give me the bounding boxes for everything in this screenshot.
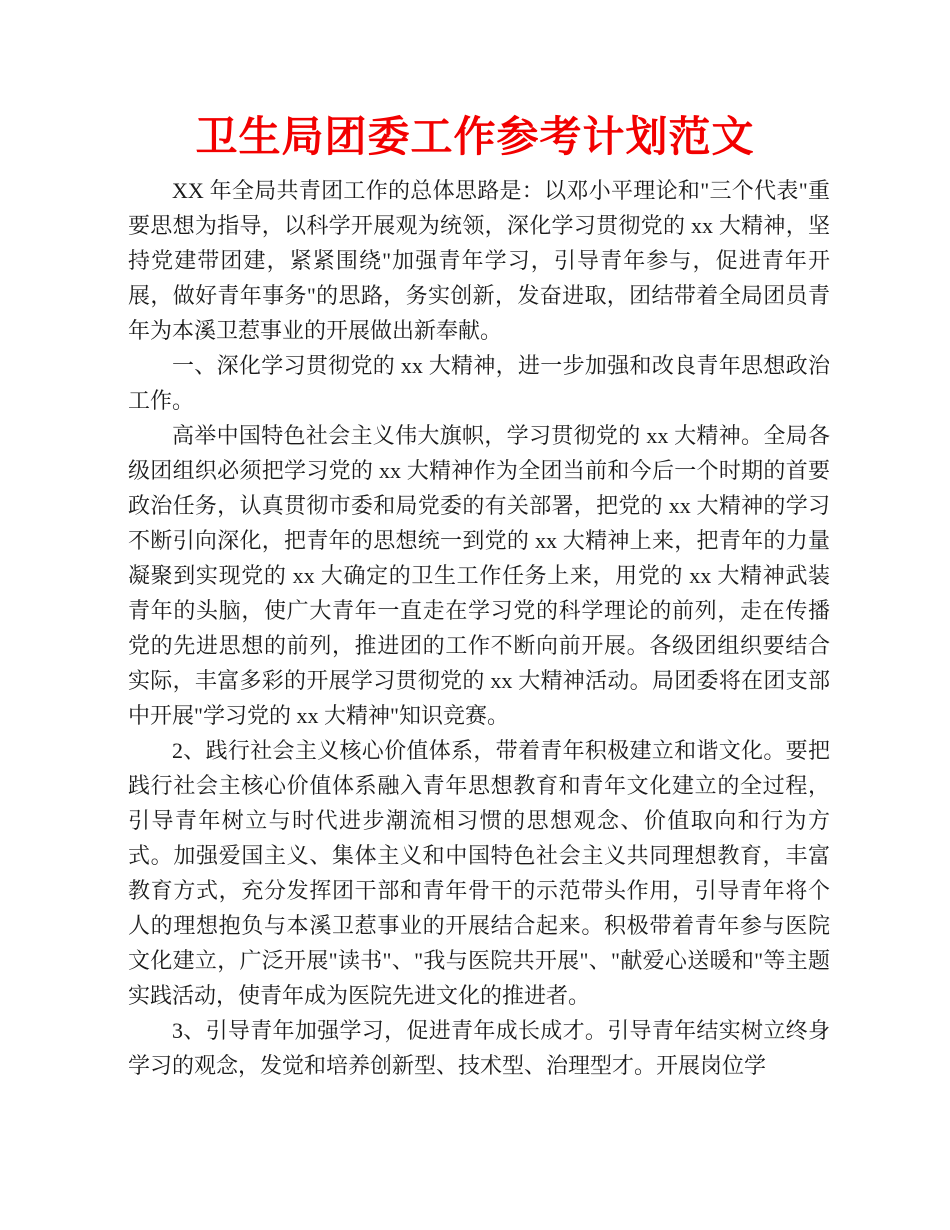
document-body bbox=[0, 173, 950, 1083]
document-title: 卫生局团委工作参考计划范文 bbox=[195, 113, 755, 160]
paragraph-overview: XX 年全局共青团工作的总体思路是：以邓小平理论和"三个代表"重要思想为指导，以科学开展观为统领，深化学习贯彻党的 xx 大精神，坚持党建带团建，紧紧围绕"加强青年学习，引导青年参与，促进青年开展，做好青年事务"的思路，务实创新，发奋进取，团结带着全局团员青年为本溪卫惹事业的开展做出新奉献。 bbox=[128, 178, 830, 343]
paragraph-section-1-item-3: 3、引导青年加强学习，促进青年成长成才。引导青年结实树立终身学习的观念，发觉和培养创新型、技术型、治理型才。开展岗位学 bbox=[128, 1018, 830, 1078]
paragraph-section-1-item-1: 高举中国特色社会主义伟大旗帜，学习贯彻党的 xx 大精神。全局各级团组织必须把学习党的 xx 大精神作为全团当前和今后一个时期的首要政治任务，认真贯彻市委和局党委的有关部署，把党的 xx 大精神的学习不断引向深化，把青年的思想统一到党的 xx 大精神上来，把青年的力量凝聚到实现党的 xx 大确定的卫生工作任务上来，用党的 xx 大精神武装青年的头脑，使广大青年一直走在学习党的科学理论的前列，走在传播党的先进思想的前列，推进团的工作不断向前开展。各级团组织要结合实际，丰富多彩的开展学习贯彻党的 xx 大精神活动。局团委将在团支部中开展"学习党的 xx 大精神"知识竞赛。 bbox=[128, 423, 830, 728]
paragraph-section-1-heading: 一、深化学习贯彻党的 xx 大精神，进一步加强和改良青年思想政治工作。 bbox=[128, 353, 830, 413]
paragraph-section-1-item-2: 2、践行社会主义核心价值体系，带着青年积极建立和谐文化。要把践行社会主核心价值体系融入青年思想教育和青年文化建立的全过程，引导青年树立与时代进步潮流相习惯的思想观念、价值取向和行为方式。加强爱国主义、集体主义和中国特色社会主义共同理想教育，丰富教育方式，充分发挥团干部和青年骨干的示范带头作用，引导青年将个人的理想抱负与本溪卫惹事业的开展结合起来。积极带着青年参与医院文化建立，广泛开展"读书"、"我与医院共开展"、"献爱心送暖和"等主题实践活动，使青年成为医院先进文化的推进者。 bbox=[128, 738, 830, 1008]
